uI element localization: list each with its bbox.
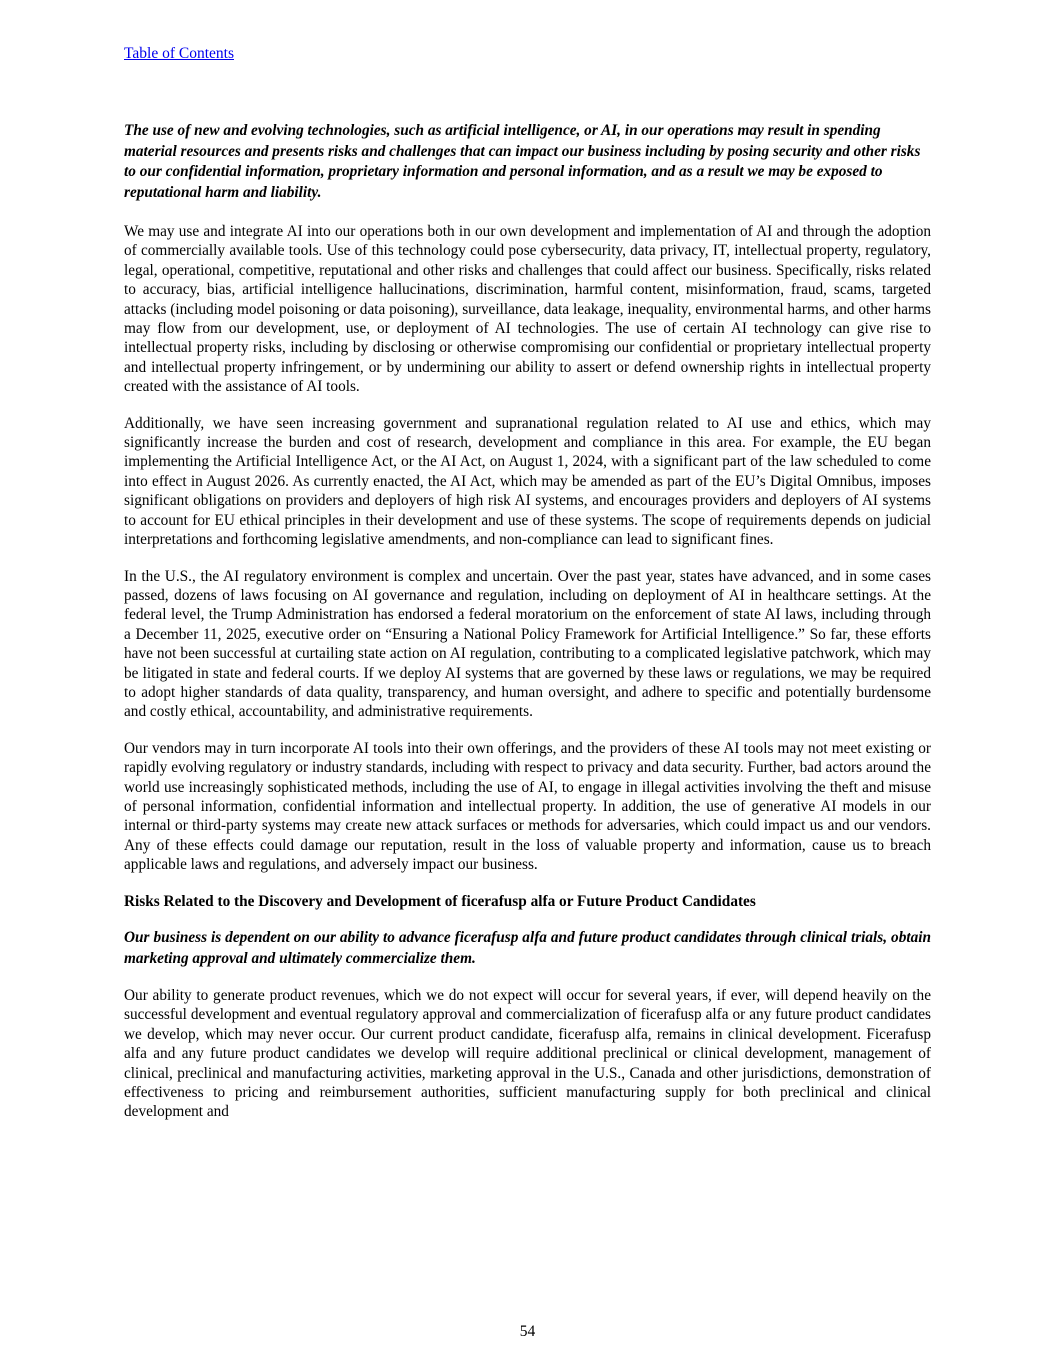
- paragraph: In the U.S., the AI regulatory environment is complex and uncertain. Over the past year, states have advanced, and in some cases passed, dozens of laws focusing on AI governance and regulation, including on deployment of AI in healthcare settings. At the federal level, the Trump Administration has endorsed a federal moratorium on the enforcement of state AI laws, including through a December 11, 2025, executive order on “Ensuring a National Policy Framework for Artificial Intelligence.” So far, these efforts have not been successful at curtailing state action on AI regulation, contributing to a complicated legislative patchwork, which may be litigated in state and federal courts. If we deploy AI systems that are governed by these laws or regulations, we may be required to adopt higher standards of data quality, transparency, and human oversight, and adhere to specific and potentially burdensome and costly ethical, accountability, and administrative requirements.: [124, 567, 931, 721]
- table-of-contents-link[interactable]: Table of Contents: [124, 45, 234, 62]
- paragraph: Additionally, we have seen increasing government and supranational regulation related to AI use and ethics, which may significantly increase the burden and cost of research, development and compliance in this area. For example, the EU began implementing the Artificial Intelligence Act, or the AI Act, on August 1, 2024, with a significant part of the law scheduled to come into effect in August 2026. As currently enacted, the AI Act, which may be amended as part of the EU’s Digital Omnibus, imposes significant obligations on providers and deployers of high risk AI systems, and encourages providers and deployers of AI systems to account for EU ethical principles in their development and use of these systems. The scope of requirements depends on judicial interpretations and forthcoming legislative amendments, and non-compliance can lead to significant fines.: [124, 414, 931, 549]
- section-heading: Risks Related to the Discovery and Development of ficerafusp alfa or Future Product Candidates: [124, 892, 756, 910]
- page-number: 54: [519, 1323, 536, 1340]
- paragraph: Our ability to generate product revenues, which we do not expect will occur for several years, if ever, will depend heavily on the successful development and eventual regulatory approval and commercialization of ficerafusp alfa or any future product candidates we develop, which may never occur. Our current product candidate, ficerafusp alfa, remains in clinical development. Ficerafusp alfa and any future product candidates we develop will require additional preclinical or clinical development, management of clinical, preclinical and manufacturing activities, marketing approval in the U.S., Canada and other jurisdictions, demonstration of effectiveness to pricing and reimbursement authorities, sufficient manufacturing supply for both preclinical and clinical development and: [124, 987, 931, 1121]
- paragraph: We may use and integrate AI into our operations both in our own development and implementation of AI and through the adoption of commercially available tools. Use of this technology could pose cybersecurity, data privacy, IT, intellectual property, regulatory, legal, operational, competitive, reputational and other risks and challenges that could affect our business. Specifically, risks related to accuracy, bias, artificial intelligence hallucinations, discrimination, harmful content, misinformation, fraud, scams, targeted attacks (including model poisoning or data poisoning), surveillance, data leakage, inequality, environmental harms, and other harms may flow from our development, use, or deployment of AI technologies. The use of certain AI technology can give rise to intellectual property risks, including by disclosing or otherwise compromising our confidential or proprietary intellectual property and intellectual property infringement, or by undermining our ability to assert or defend ownership rights in intellectual property created with the assistance of AI tools.: [124, 223, 931, 396]
- risk-heading-ai: The use of new and evolving technologies, such as artificial intelligence, or AI, in our operations may result in spending material resources and presents risks and challenges that can impact our business including by posing security and other risks to our confidential information, proprietary information and personal information, and as a result we may be exposed to reputational harm and liability.: [124, 122, 921, 201]
- risk-heading-business: Our business is dependent on our ability to advance ficerafusp alfa and future product candidates through clinical trials, obtain marketing approval and ultimately commercialize them.: [124, 929, 931, 967]
- document-body: [124, 121, 931, 1139]
- paragraph: Our vendors may in turn incorporate AI tools into their own offerings, and the providers of these AI tools may not meet existing or rapidly evolving regulatory or industry standards, including with respect to privacy and data security. Further, bad actors around the world use increasingly sophisticated methods, including the use of AI, to engage in illegal activities involving the theft and misuse of personal information, confidential information and intellectual property. In addition, the use of generative AI models in our internal or third-party systems may create new attack surfaces or methods for adversaries, which could impact us and our vendors. Any of these effects could damage our reputation, result in the loss of valuable property and information, cause us to breach applicable laws and regulations, and adversely impact our business.: [124, 739, 931, 874]
